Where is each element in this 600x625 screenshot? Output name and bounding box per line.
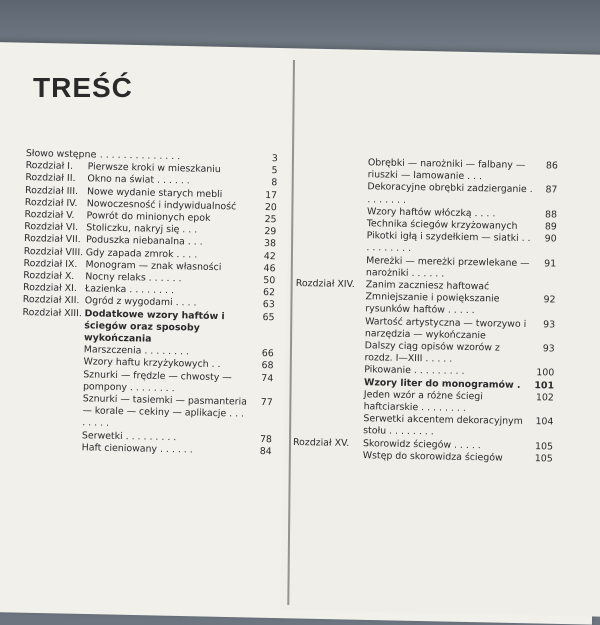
toc-entry-text: Poduszka niebanalna . . . — [86, 235, 256, 251]
toc-entry-text: Powrót do minionych epok — [86, 210, 256, 226]
toc-entry-prefix — [295, 339, 365, 340]
toc-entry-page: 62 — [255, 287, 275, 300]
toc-entry-text: Stoliczku, nakryj się . . . — [86, 223, 256, 239]
toc-entry-page: 20 — [257, 202, 277, 215]
toc-entry-prefix — [22, 343, 84, 344]
toc-entry-prefix: Rozdział IX. — [23, 258, 85, 271]
toc-entry-page: 102 — [534, 392, 554, 405]
toc-entry-text: Haft cieniowany . . . . . . — [82, 442, 252, 458]
toc-entry-page: 29 — [256, 226, 276, 239]
toc-entry-text: . . . . . . . . . . . . . . . . — [88, 149, 258, 165]
toc-entry-page: 8 — [257, 177, 277, 190]
toc-entry-page: 105 — [533, 453, 553, 466]
toc-entry-prefix — [295, 315, 365, 316]
toc-entry-text: Nowe wydanie starych mebli — [87, 186, 257, 202]
toc-entry-text: Mereżki — mereżki przewlekane — narożniki . . . . . . — [366, 255, 536, 282]
toc-entry-page: 46 — [255, 263, 275, 276]
toc-entry-text: Łazienka . . . . . . . . — [85, 284, 255, 300]
toc-entry-text: Nocny relaks . . . . . . — [85, 271, 255, 287]
toc-entry-page: 74 — [253, 372, 273, 385]
toc-entry-page: 63 — [255, 299, 275, 312]
toc-entry-prefix: Rozdział IV. — [25, 197, 87, 210]
page-title: TREŚĆ — [33, 72, 133, 104]
toc-entry-page: 38 — [256, 238, 276, 251]
toc-entry-text: Wstęp do skorowidza ściegów — [363, 450, 533, 465]
toc-entry-prefix: Słowo wstępne — [26, 148, 88, 161]
toc-entry-page: 93 — [535, 343, 555, 356]
toc-entry-text: Marszczenia . . . . . . . . — [84, 345, 254, 361]
toc-entry-page: 50 — [255, 275, 275, 288]
toc-entry-prefix — [20, 429, 82, 430]
toc-entry-text: Pikowanie . . . . . . . . . — [364, 365, 534, 380]
toc-entry-prefix — [294, 363, 364, 364]
toc-entry-text: Jeden wzór a różne ściegi haftciarskie . . . . . . . . — [364, 389, 534, 416]
toc-entry-page: 42 — [256, 250, 276, 263]
toc-entry-page: 25 — [256, 214, 276, 227]
toc-entry-page: 89 — [537, 221, 557, 234]
toc-entry-page: 17 — [257, 189, 277, 202]
toc-entry-text: Gdy zapada zmrok . . . . — [86, 247, 256, 263]
toc-entry — [22, 307, 275, 349]
toc-entry-prefix — [297, 229, 367, 230]
toc-entry-text: Pikotki igłą i szydełkiem — siatki . . . . . . . . . . — [366, 230, 536, 257]
toc-entry-page: 65 — [254, 311, 274, 324]
toc-entry-prefix: Rozdział VI. — [24, 221, 86, 234]
toc-entry-prefix — [297, 205, 367, 206]
toc-entry-prefix — [294, 412, 364, 413]
toc-entry-text: Dekoracyjne obrębki zadzierganie . . . . . . . . — [367, 182, 537, 209]
toc-entry-prefix — [298, 180, 368, 181]
toc-entry-text: Wzory haftu krzyżykowych . . — [83, 357, 253, 373]
toc-entry-text: Dodatkowe wzory haftów i ściegów oraz sposoby wykończania — [84, 308, 255, 348]
toc-entry-prefix: Rozdział XIV. — [296, 278, 366, 291]
toc-entry-text: Pierwsze kroki w mieszkaniu — [87, 161, 257, 177]
toc-entry-page: 87 — [537, 185, 557, 198]
toc-entry-text: Okno na świat . . . . . . — [87, 174, 257, 190]
toc-entry-prefix: Rozdział II. — [25, 172, 87, 185]
toc-entry-text: Skorowidz ściegów . . . . . — [363, 438, 533, 453]
toc-entry-prefix — [297, 217, 367, 218]
toc-entry-prefix — [296, 254, 366, 255]
toc-entry-page: 5 — [257, 165, 277, 178]
toc-entry-page: 3 — [258, 153, 278, 166]
toc-entry-prefix: Rozdział XII. — [23, 294, 85, 307]
toc-entry-prefix — [294, 376, 364, 377]
toc-entry-page: 104 — [533, 416, 553, 429]
toc-entry-prefix — [21, 392, 83, 393]
toc-entry-prefix: Rozdział III. — [25, 185, 87, 198]
toc-entry-page: 68 — [253, 360, 273, 373]
toc-entry-prefix — [22, 355, 84, 356]
toc-entry-page: 92 — [535, 294, 555, 307]
toc-entry-page: 91 — [536, 258, 556, 271]
toc-entry-page: 101 — [534, 380, 554, 393]
toc-entry-page: 78 — [252, 433, 272, 446]
toc-entry-prefix — [20, 441, 82, 442]
toc-entry-text: Wzory haftów włóczką . . . . — [367, 206, 537, 221]
toc-entry — [20, 392, 273, 434]
toc-entry-text: Sznurki — frędzle — chwosty — pompony . . . . . . . . — [83, 369, 253, 397]
toc-entry-text: Ogród z wygodami . . . . — [85, 296, 255, 312]
toc-entry-text: Monogram — znak własności — [85, 259, 255, 275]
toc-entry-page: 105 — [533, 441, 553, 454]
toc-entry-text: Zmniejszanie i powiększanie rysunków haftów . . . . . — [365, 291, 535, 318]
toc-entry-prefix — [21, 368, 83, 369]
toc-entry-page: 86 — [538, 160, 558, 173]
toc-entry-prefix: Rozdział VIII. — [24, 246, 86, 259]
toc-entry-prefix: Rozdział X. — [23, 270, 85, 283]
toc-entry-page: 77 — [253, 397, 273, 410]
toc-entry-text: Wartość artystyczna — tworzywo i narzędzia — wykończanie — [365, 316, 535, 343]
toc-entry-prefix: Rozdział V. — [24, 209, 86, 222]
toc-entry-prefix — [298, 156, 368, 157]
toc-entry-prefix: Rozdział XV. — [293, 437, 363, 450]
toc-entry-text: Nowoczesność i indywidualność — [87, 198, 257, 214]
toc-entry-text: Technika ściegów krzyżowanych — [367, 218, 537, 233]
toc-entry-page: 90 — [536, 233, 556, 246]
toc-entry-text: Wzory liter do monogramów . — [364, 377, 534, 392]
toc-entry-text: Serwetki . . . . . . . . . — [82, 430, 252, 446]
toc-entry-page: 100 — [534, 368, 554, 381]
toc-entry-page: 66 — [254, 348, 274, 361]
toc-entry-page: 84 — [252, 446, 272, 459]
toc-entry-text: Obrębki — narożniki — falbany — riuszki — lamowanie . . . — [368, 157, 538, 184]
toc-right-column — [293, 156, 558, 466]
toc-entry-text: Sznurki — tasiemki — pasmanteria — korale — cekiny — aplikacje . . . . . . . . — [82, 393, 253, 433]
toc-entry-prefix: Rozdział I. — [25, 160, 87, 173]
toc-entry-prefix — [294, 388, 364, 389]
toc-left-column — [20, 148, 278, 458]
toc-entry-prefix: Rozdział XI. — [23, 282, 85, 295]
toc-entry-text: Zanim zaczniesz haftować — [366, 279, 536, 294]
toc-entry-prefix: Rozdział XIII. — [22, 307, 84, 320]
toc-entry-text: Serwetki akcentem dekoracyjnym stołu . . . . . . . . — [363, 413, 533, 440]
toc-entry-prefix: Rozdział VII. — [24, 233, 86, 246]
toc-entry-page: 93 — [535, 319, 555, 332]
toc-entry-page: 88 — [537, 209, 557, 222]
toc-entry-text: Dalszy ciąg opisów wzorów z rozdz. I—XIII . . . . . — [364, 340, 534, 367]
